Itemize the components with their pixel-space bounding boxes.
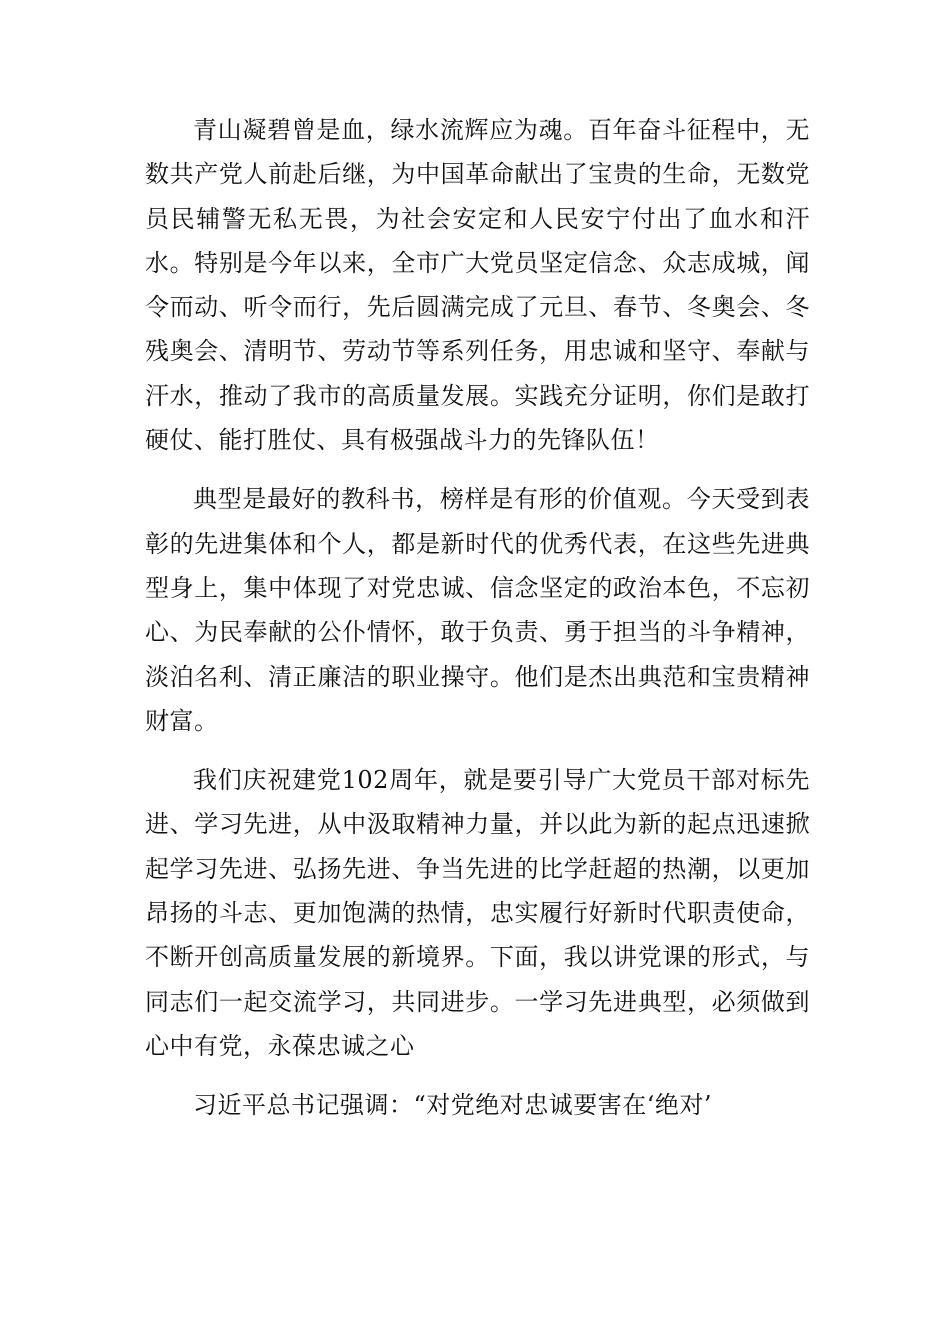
paragraph-2: 典型是最好的教科书，榜样是有形的价值观。今天受到表彰的先进集体和个人，都是新时代的优秀代表，在这些先进典型身上，集中体现了对党忠诚、信念坚定的政治本色，不忘初心、为民奉献的公仆情怀，敢于负责、勇于担当的斗争精神，淡泊名利、清正廉洁的职业操守。他们是杰出典范和宝贵精神财富。: [145, 485, 810, 735]
paragraph-1: 青山凝碧曾是血，绿水流辉应为魂。百年奋斗征程中，无数共产党人前赴后继，为中国革命献出了宝贵的生命，无数党员民辅警无私无畏，为社会安定和人民安宁付出了血水和汗水。特别是今年以来，全市广大党员坚定信念、众志成城，闻令而动、听令而行，先后圆满完成了元旦、春节、冬奥会、冬残奥会、清明节、劳动节等系列任务，用忠诚和坚守、奉献与汗水，推动了我市的高质量发展。实践充分证明，你们是敢打硬仗、能打胜仗、具有极强战斗力的先锋队伍！: [145, 116, 810, 455]
paragraph-3: 我们庆祝建党102周年，就是要引导广大党员干部对标先进、学习先进，从中汲取精神力量，并以此为新的起点迅速掀起学习先进、弘扬先进、争当先进的比学赶超的热潮，以更加昂扬的斗志、更加饱满的热情，忠实履行好新时代职责使命，不断开创高质量发展的新境界。下面，我以讲党课的形式，与同志们一起交流学习，共同进步。一学习先进典型，必须做到心中有党，永葆忠诚之心: [145, 766, 810, 1060]
document-body: [145, 108, 810, 1128]
paragraph-4: 习近平总书记强调：“对党绝对忠诚要害在‘绝对’: [193, 1091, 713, 1120]
